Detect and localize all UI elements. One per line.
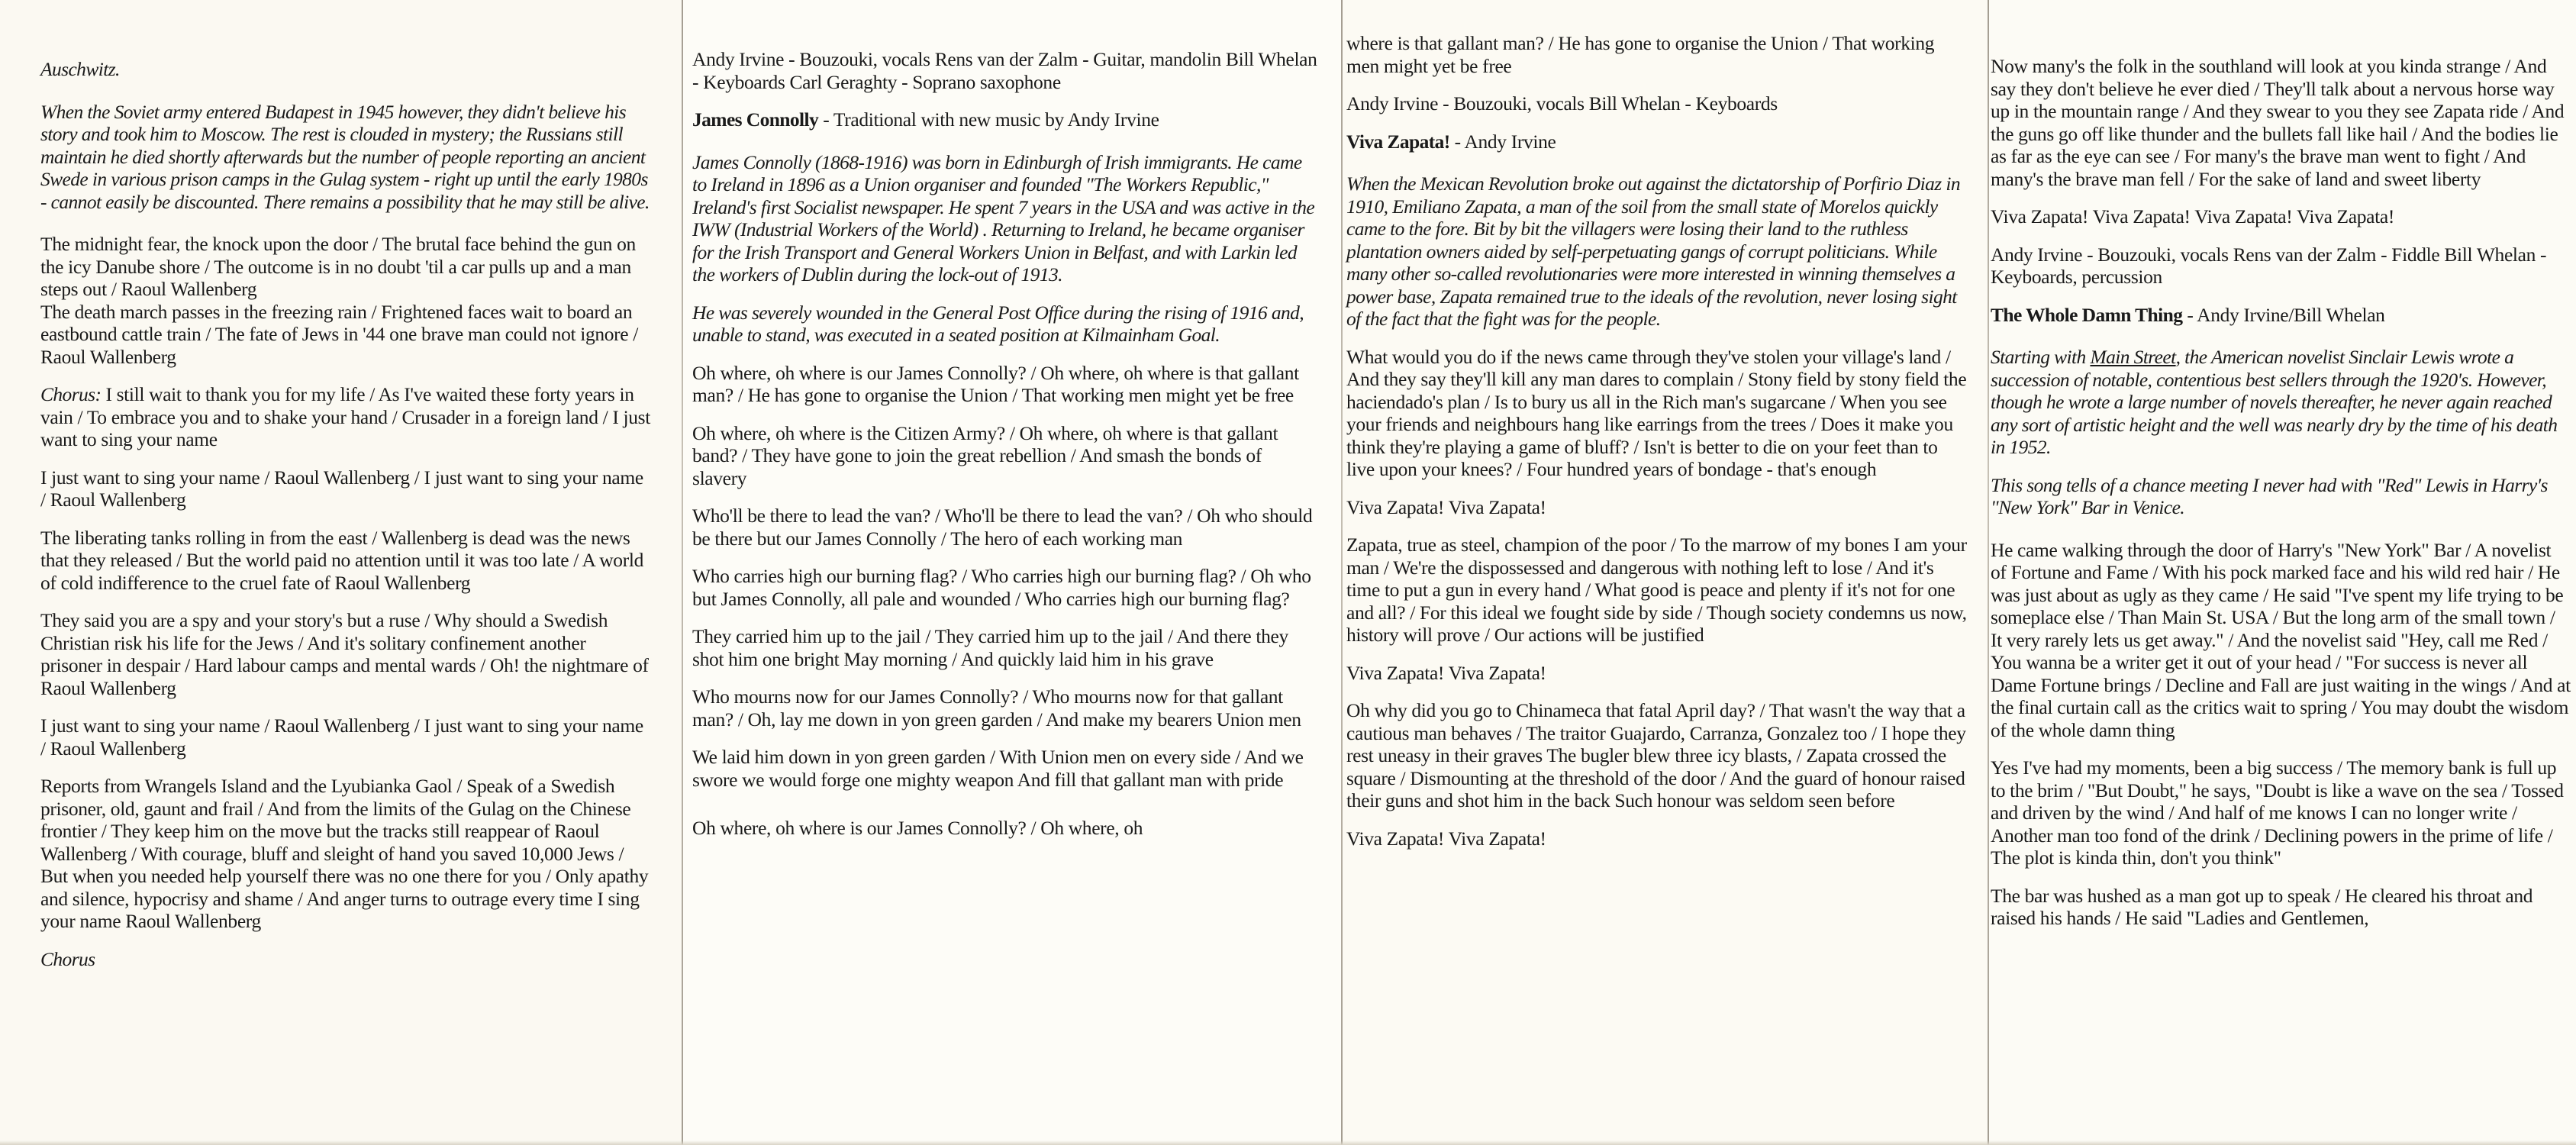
chorus-marker: Chorus xyxy=(40,947,95,970)
musician-credits: Andy Irvine - Bouzouki, vocals Rens van der Zalm - Guitar, mandolin Bill Whelan - Keyboards Carl Geraghty - Soprano saxophone xyxy=(692,48,1317,93)
lyric-verse: Oh where, oh where is our James Connolly? / Oh where, oh where is that gallant man? / He has gone to organise the Union / That working men might yet be free xyxy=(692,361,1299,406)
booklet-page-1 xyxy=(0,0,682,1145)
lyric-verse: The bar was hushed as a man got up to speak / He cleared his throat and raised his hands / He said "Ladies and Gentlemen, xyxy=(1991,884,2533,929)
lyric-verse: Zapata, true as steel, champion of the poor / To the marrow of my bones I am your man / We're the dispossessed and dangerous with nothing left to lose / And it's time to put a gun in every hand / What good is peace and plenty if it's not for one and all? / For this ideal we fought side by side / Though society condemns us now, history will prove / Our actions will be justified xyxy=(1346,534,1967,646)
song-title: The Whole Damn Thing xyxy=(1991,303,2183,326)
lyric-refrain: I just want to sing your name / Raoul Wallenberg / I just want to sing your name / Raoul Wallenberg xyxy=(40,714,643,760)
lyric-verse: Who mourns now for our James Connolly? / Who mourns now for that gallant man? / Oh, lay me down in yon green garden / And make my bearers Union men xyxy=(692,685,1301,731)
song-credit: - Andy Irvine xyxy=(1449,130,1556,153)
lyric-refrain: I just want to sing your name / Raoul Wallenberg / I just want to sing your name / Raoul Wallenberg xyxy=(40,466,643,511)
lyric-verse: where is that gallant man? / He has gone to organise the Union / That working men might yet be free xyxy=(1346,32,1935,77)
lyric-verse: Yes I've had my moments, been a big success / The memory bank is full up to the brim / "But Doubt," he says, "Doubt is like a wave on the sea / Tossed and driven by the wind / And half of me knows I can no longer write / Another man too fond of the drink / Declining powers in the prime of life / The plot is kinda thin, don't you think" xyxy=(1991,756,2564,869)
wallenberg-note: When the Soviet army entered Budapest in 1945 however, they didn't believe his story and took him to Moscow. The rest is clouded in mystery; the Russians still maintain he died shortly afterwards but the number of people reporting an ancient Swede in various prison camps in the Gulag system - right up until the early 1980s - cannot easily be discounted. There remains a possibility that he may still be alive. xyxy=(40,100,650,213)
lewis-note: This song tells of a chance meeting I never had with "Red" Lewis in Harry's "New York" Bar in Venice. xyxy=(1991,473,2548,518)
song-heading xyxy=(692,108,1318,131)
booklet-page-2 xyxy=(682,0,1341,1145)
song-title: Viva Zapata! xyxy=(1346,130,1450,153)
lyric-refrain: Viva Zapata! Viva Zapata! xyxy=(1346,661,1546,684)
song-credit: - Traditional with new music by Andy Irvine xyxy=(818,108,1159,131)
note-text: Starting with xyxy=(1991,346,2091,368)
lyric-verse: What would you do if the news came through they've stolen your village's land / And they say they'll kill any man dares to complain / Stony field by stony field the haciendado's plan / Is to bury us all in the Rich man's sugarcane / When you see your friends and neighbours hang like earrings from the trees / Does it make you think they're playing a game of bluff? / Isn't is better to die on your feet than to live upon your knees? / Four hundred years of bondage - that's enough xyxy=(1346,345,1967,480)
panel-fold-line xyxy=(682,0,683,1145)
lyric-verse: He came walking through the door of Harry's "New York" Bar / A novelist of Fortune and Fame / With his pock marked face and his wild red hair / He was just about as ugly as they came / He said "I've spent my life trying to be someplace else / Than Main St. USA / But the long arm of the small town / It very rarely lets us get away." / And the novelist said "Hey, call me Red / You wanna be a writer get it out of your head / "For success is never all Dame Fortune brings / Decline and Fall are just waiting in the wings / And at the final curtain call as the critics wait to spring / You may doubt the wisdom of the whole damn thing xyxy=(1991,538,2571,741)
chorus-text: I still wait to thank you for my life / As I've waited these forty years in vain / To embrace you and to shake your hand / Crusader in a foreign land / I just want to sing your name xyxy=(40,383,650,450)
song-title: James Connolly xyxy=(692,108,819,131)
connolly-note: He was severely wounded in the General Post Office during the rising of 1916 and, unable to stand, was executed in a seated position at Kilmainham Goal. xyxy=(692,301,1304,346)
song-heading xyxy=(1991,304,2571,327)
page-2-text xyxy=(692,48,1318,855)
chorus-label: Chorus: xyxy=(40,383,102,405)
lyric-verse: Who carries high our burning flag? / Who carries high our burning flag? / Oh who but James Connolly, all pale and wounded / Who carries high our burning flag? xyxy=(692,565,1311,610)
lyric-verse: Oh why did you go to Chinameca that fatal April day? / That wasn't the way that a cautious man behaves / The traitor Guajardo, Carranza, Gonzalez too / I hope they rest uneasy in their graves The bugler blew three icy blasts, / Zapata crossed the square / Dismounting at the threshold of the door / And the guard of honour raised their guns and shot him in the back Such honour was seldom seen before xyxy=(1346,699,1966,811)
booklet-page-4 xyxy=(1988,0,2576,1145)
lyric-verse: Oh where, oh where is our James Connolly? / Oh where, oh xyxy=(692,817,1143,839)
page-4-text xyxy=(1991,55,2571,945)
page-1-text xyxy=(40,58,651,985)
lyric-chorus xyxy=(40,383,651,451)
song-credit: - Andy Irvine/Bill Whelan xyxy=(2182,303,2385,326)
lyric-verse: Oh where, oh where is the Citizen Army? / Oh where, oh where is that gallant band? / They have gone to join the great rebellion / And smash the bonds of slavery xyxy=(692,421,1278,489)
zapata-note: When the Mexican Revolution broke out against the dictatorship of Porfirio Diaz in 1910, Emiliano Zapata, a man of the soil from the small state of Morelos quickly came to the fore. Bit by bit the villagers were losing their land to the ruthless plantation owners aided by self-perpetuating gangs of corrupt politicians. While many other so-called revolutionaries were more interested in winning themselves a power base, Zapata remained true to the ideals of the revolution, never losing sight of the fact that the fight was for the people. xyxy=(1346,173,1960,330)
lewis-note xyxy=(1991,346,2571,459)
page-3-text xyxy=(1346,32,1969,865)
lyric-verse: We laid him down in yon green garden / With Union men on every side / And we swore we would forge one mighty weapon And fill that gallant man with pride xyxy=(692,746,1304,791)
lyric-verse: Now many's the folk in the southland will look at you kinda strange / And say they don't believe he ever died / They'll talk about a nervous horse way up in the mountain range / And they swear to you they see Zapata ride / And the guns go off like thunder and the bullets fall like hail / And the bodies lie as far as the eye can see / For many's the brave man went to fight / And many's the brave man fell / For the sake of land and sweet liberty xyxy=(1991,55,2565,190)
panel-fold-line xyxy=(1341,0,1343,1145)
lyric-refrain: Viva Zapata! Viva Zapata! Viva Zapata! Viva Zapata! xyxy=(1991,205,2394,227)
booklet-page-3 xyxy=(1341,0,1988,1145)
lyric-verse: Reports from Wrangels Island and the Lyubianka Gaol / Speak of a Swedish prisoner, old, gaunt and frail / And from the limits of the Gulag on the Chinese frontier / They keep him on the move but the tracks still reappear of Raoul Wallenberg / With courage, bluff and sleight of hand you saved 10,000 Jews / But when you needed help yourself there was no one there for you / Only apathy and silence, hypocrisy and shame / And anger turns to outrage every time I sing your name Raoul Wallenberg xyxy=(40,775,649,932)
lyric-verse: The death march passes in the freezing rain / Frightened faces wait to board an eastbound cattle train / The fate of Jews in '44 one brave man could not ignore / Raoul Wallenberg xyxy=(40,300,639,368)
lyric-verse: They carried him up to the jail / They carried him up to the jail / And there they shot him one bright May morning / And quickly laid him in his grave xyxy=(692,625,1288,670)
musician-credits: Andy Irvine - Bouzouki, vocals Rens van der Zalm - Fiddle Bill Whelan - Keyboards, percussion xyxy=(1991,243,2547,288)
lyric-verse: The midnight fear, the knock upon the door / The brutal face behind the gun on the icy Danube shore / The outcome is in no doubt 'til a car pulls up and a man steps out / Raoul Wallenberg xyxy=(40,233,636,300)
lyric-refrain: Viva Zapata! Viva Zapata! xyxy=(1346,495,1546,518)
musician-credits: Andy Irvine - Bouzouki, vocals Bill Whelan - Keyboards xyxy=(1346,92,1778,114)
lyric-verse: Who'll be there to lead the van? / Who'll be there to lead the van? / Oh who should be there but our James Connolly / The hero of each working man xyxy=(692,505,1313,550)
note-fragment: Auschwitz. xyxy=(40,58,120,80)
panel-fold-line xyxy=(1988,0,1989,1145)
book-title: Main Street xyxy=(2090,346,2176,368)
note-text: , the American novelist Sinclair Lewis wrote a succession of notable, contentious best sellers through the 1920's. However, though he wrote a large number of novels thereafter, he never again reached any sort of artistic height and the well was nearly dry by the time of his death in 1952. xyxy=(1991,346,2558,458)
lyric-verse: The liberating tanks rolling in from the east / Wallenberg is dead was the news that they released / But the world paid no attention until it was too late / A world of cold indifference to the cruel fate of Raoul Wallenberg xyxy=(40,526,643,594)
lyric-refrain: Viva Zapata! Viva Zapata! xyxy=(1346,827,1546,850)
song-heading xyxy=(1346,131,1969,153)
lyric-verse: They said you are a spy and your story's but a ruse / Why should a Swedish Christian risk his life for the Jews / And it's solitary confinement another prisoner in despair / Hard labour camps and mental wards / Oh! the nightmare of Raoul Wallenberg xyxy=(40,609,649,699)
page-bottom-edge xyxy=(0,1140,2576,1145)
connolly-note: James Connolly (1868-1916) was born in Edinburgh of Irish immigrants. He came to Ireland in 1896 as a Union organiser and founded "The Workers Republic," Ireland's first Socialist newspaper. He spent 7 years in the USA and was active in the IWW (Industrial Workers of the World) . Returning to Ireland, he became organiser for the Irish Transport and General Workers Union in Belfast, and with Larkin led the workers of Dublin during the lock-out of 1913. xyxy=(692,150,1315,285)
